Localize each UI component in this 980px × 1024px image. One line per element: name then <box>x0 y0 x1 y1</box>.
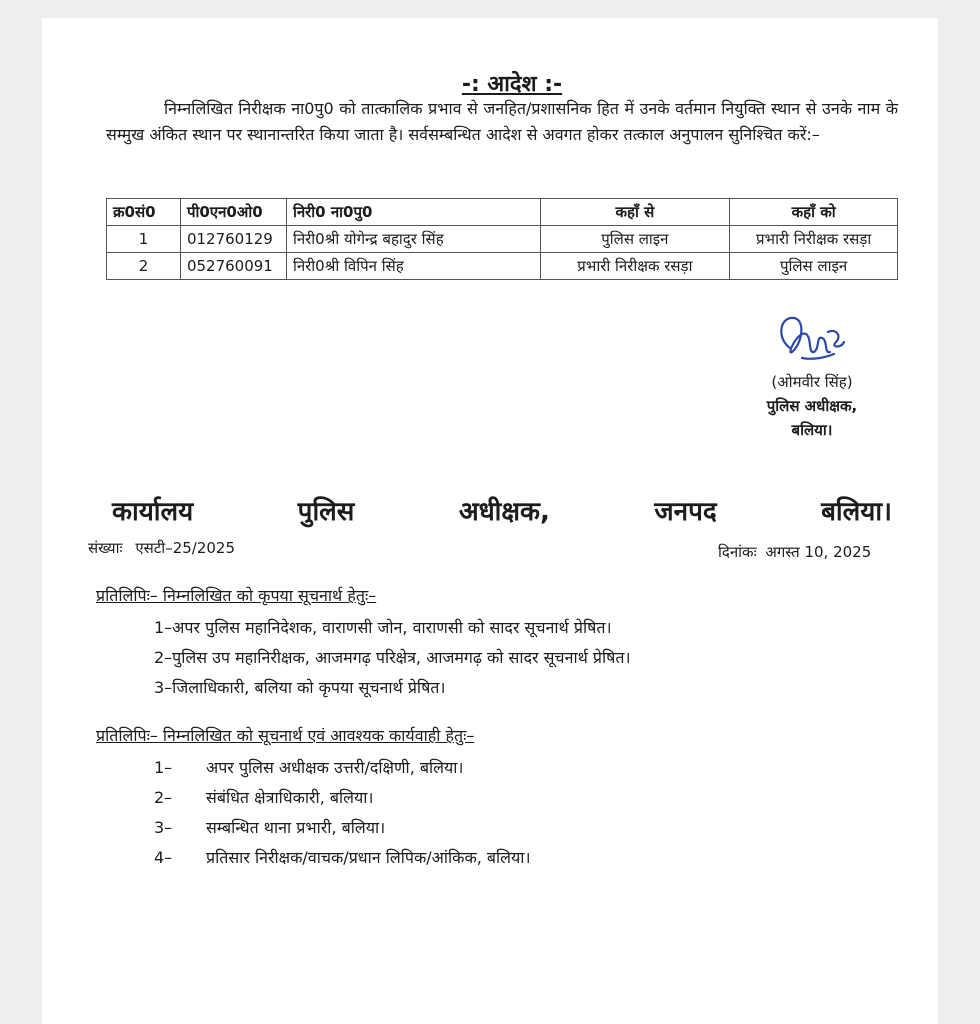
reference-number <box>88 538 235 558</box>
cell-serial: 2 <box>107 253 181 280</box>
date-label: दिनांकः <box>718 543 757 561</box>
date-value: अगस्त 10, 2025 <box>765 543 872 561</box>
document-page <box>42 18 938 1024</box>
order-title: -: आदेश :- <box>461 72 563 97</box>
copy-action-heading: प्रतिलिपिः– निम्नलिखित को सूचनार्थ एवं आवश्यक कार्यवाही हेतुः– <box>96 726 475 745</box>
copy-action-item <box>154 786 373 808</box>
office-word: पुलिस <box>297 497 355 527</box>
copy-action-text: अपर पुलिस अधीक्षक उत्तरी/दक्षिणी, बलिया। <box>206 758 464 777</box>
copy-info-heading: प्रतिलिपिः– निम्नलिखित को कृपया सूचनार्थ हेतुः– <box>96 586 377 605</box>
copy-action-item <box>154 756 464 778</box>
cell-from: प्रभारी निरीक्षक रसड़ा <box>540 253 730 280</box>
order-date <box>718 542 871 562</box>
table-header-row <box>107 199 898 226</box>
signatory-designation: पुलिस अधीक्षक, <box>766 397 858 415</box>
cell-from: पुलिस लाइन <box>540 226 730 253</box>
signatory-name: (ओमवीर सिंह) <box>771 373 853 391</box>
copy-info-item: 3–जिलाधिकारी, बलिया को कृपया सूचनार्थ प्रेषित। <box>154 678 446 697</box>
office-word: जनपद <box>654 497 717 527</box>
header-pno: पी0एन0ओ0 <box>180 199 286 226</box>
copy-action-number: 1– <box>154 758 173 777</box>
copy-info-item: 1–अपर पुलिस महानिदेशक, वाराणसी जोन, वाराणसी को सादर सूचनार्थ प्रेषित। <box>154 618 612 637</box>
copy-action-number: 4– <box>154 848 173 867</box>
header-inspector: निरी0 ना0पु0 <box>286 199 540 226</box>
cell-pno: 052760091 <box>180 253 286 280</box>
office-word: बलिया। <box>821 497 892 527</box>
copy-action-number: 2– <box>154 788 173 807</box>
order-intro-paragraph: निम्नलिखित निरीक्षक ना0पु0 को तात्कालिक प्रभाव से जनहित/प्रशासनिक हित में उनके वर्तमान नियुक्ति स्थान से उनके नाम के सम्मुख अंकित स्थान पर स्थानान्तरित किया जाता है। सर्वसम्बन्धित आदेश से अवगत होकर तत्काल अनुपालन सुनिश्चित करें:– <box>106 99 898 144</box>
header-from: कहाँ से <box>540 199 730 226</box>
signatory-district: बलिया। <box>791 421 833 439</box>
transfer-table <box>106 198 898 280</box>
copy-info-item: 2–पुलिस उप महानिरीक्षक, आजमगढ़ परिक्षेत्र, आजमगढ़ को सादर सूचनार्थ प्रेषित। <box>154 648 631 667</box>
header-serial: क्र0सं0 <box>107 199 181 226</box>
reference-value: एसटी–25/2025 <box>135 539 236 557</box>
copy-action-item <box>154 846 531 868</box>
cell-inspector: निरी0श्री विपिन सिंह <box>286 253 540 280</box>
table-row <box>107 226 898 253</box>
signature-icon <box>772 308 852 370</box>
cell-to: प्रभारी निरीक्षक रसड़ा <box>730 226 898 253</box>
reference-label: संख्याः <box>88 539 123 557</box>
copy-action-number: 3– <box>154 818 173 837</box>
copy-action-text: सम्बन्धित थाना प्रभारी, बलिया। <box>206 818 386 837</box>
cell-pno: 012760129 <box>180 226 286 253</box>
copy-action-text: प्रतिसार निरीक्षक/वाचक/प्रधान लिपिक/आंकिक, बलिया। <box>206 848 531 867</box>
cell-to: पुलिस लाइन <box>730 253 898 280</box>
office-heading <box>112 492 892 528</box>
header-to: कहाँ को <box>730 199 898 226</box>
copy-action-item <box>154 816 385 838</box>
office-word: अधीक्षक, <box>458 497 550 527</box>
cell-inspector: निरी0श्री योगेन्द्र बहादुर सिंह <box>286 226 540 253</box>
table-row <box>107 253 898 280</box>
office-word: कार्यालय <box>112 497 194 527</box>
copy-action-text: संबंधित क्षेत्राधिकारी, बलिया। <box>206 788 374 807</box>
cell-serial: 1 <box>107 226 181 253</box>
signature-ink <box>781 318 844 359</box>
